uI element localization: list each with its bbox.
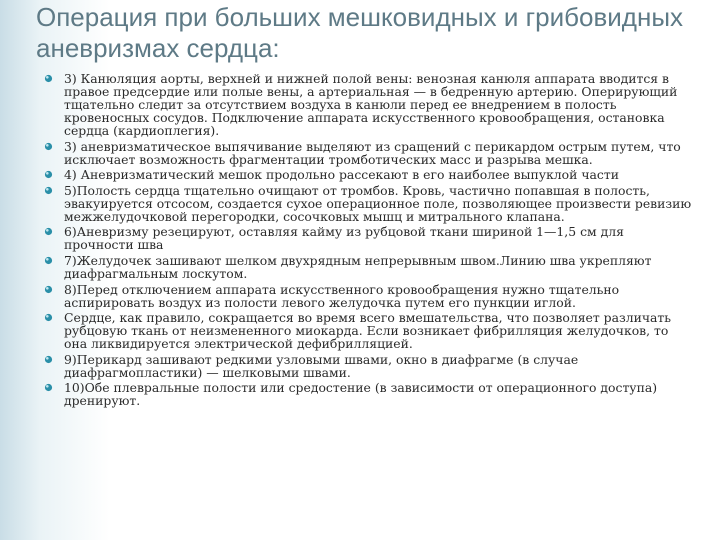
bullet-marker-icon bbox=[44, 142, 53, 151]
bullet-text: 8)Перед отключением аппарата искусственного кровообращения нужно тщательно аспирировать воздух из полости левого желудочка путем его пункции иглой. bbox=[64, 281, 620, 310]
bullet-marker-icon bbox=[44, 170, 53, 179]
list-item bbox=[44, 283, 694, 309]
bullet-marker-icon bbox=[44, 256, 53, 265]
list-item bbox=[44, 140, 694, 166]
slide-title: Операция при больших мешковидных и грибовидных аневризмах сердца: bbox=[36, 2, 684, 63]
bullet-text: 3) Канюляция аорты, верхней и нижней полой вены: венозная канюля аппарата вводится в правое предсердие или полые вены, а артериальная — в бедренную артерию. Оперирующий тщательно следит за отсутствием воздуха в канюли перед ее внедрением в полость кровеносных сосудов. Подключение аппарата искусственного кровообращения, остановка сердца (кардиоплегия). bbox=[64, 71, 678, 138]
list-item bbox=[44, 225, 694, 251]
bullet-marker-icon bbox=[44, 227, 53, 236]
bullet-text: 7)Желудочек зашивают шелком двухрядным непрерывным швом.Линию шва укрепляют диафрагмальным лоскутом. bbox=[64, 252, 652, 281]
bullet-text: 4) Аневризматический мешок продольно рассекают в его наиболее выпуклой части bbox=[64, 167, 619, 183]
list-item bbox=[44, 184, 694, 223]
list-item bbox=[44, 381, 694, 407]
bullet-list bbox=[44, 72, 694, 410]
bullet-text: 5)Полость сердца тщательно очищают от тромбов. Кровь, частично попавшая в полость, эвакуируется отсосом, создается сухое операционное поле, позволяющее произвести ревизию межжелудочковой перегородки, сосочковых мышц и митрального клапана. bbox=[64, 182, 692, 224]
bullet-marker-icon bbox=[44, 383, 53, 392]
bullet-marker-icon bbox=[44, 313, 53, 322]
bullet-marker-icon bbox=[44, 355, 53, 364]
list-item bbox=[44, 168, 694, 181]
list-item bbox=[44, 353, 694, 379]
bullet-text: Сердце, как правило, сокращается во время всего вмешательства, что позволяет различать рубцовую ткань от неизмененного миокарда. Если возникает фибрилляция желудочков, то она ликвидируется электрической дефибрилляцией. bbox=[64, 310, 672, 352]
bullet-marker-icon bbox=[44, 186, 53, 195]
bullet-text: 9)Перикард зашивают редкими узловыми швами, окно в диафрагме (в случае диафрагмопластики) — шелковыми швами. bbox=[64, 351, 579, 380]
bullet-text: 10)Обе плевральные полости или средостение (в зависимости от операционного доступа) дренируют. bbox=[64, 380, 658, 409]
bullet-text: 3) аневризматическое выпячивание выделяют из сращений с перикардом острым путем, что исключает возможность фрагментации тромботических масс и разрыва мешка. bbox=[64, 138, 681, 167]
bullet-marker-icon bbox=[44, 285, 53, 294]
list-item bbox=[44, 311, 694, 350]
bullet-text: 6)Аневризму резецируют, оставляя кайму из рубцовой ткани шириной 1—1,5 см для прочности шва bbox=[64, 224, 624, 253]
bullet-marker-icon bbox=[44, 74, 53, 83]
list-item bbox=[44, 72, 694, 137]
list-item bbox=[44, 254, 694, 280]
